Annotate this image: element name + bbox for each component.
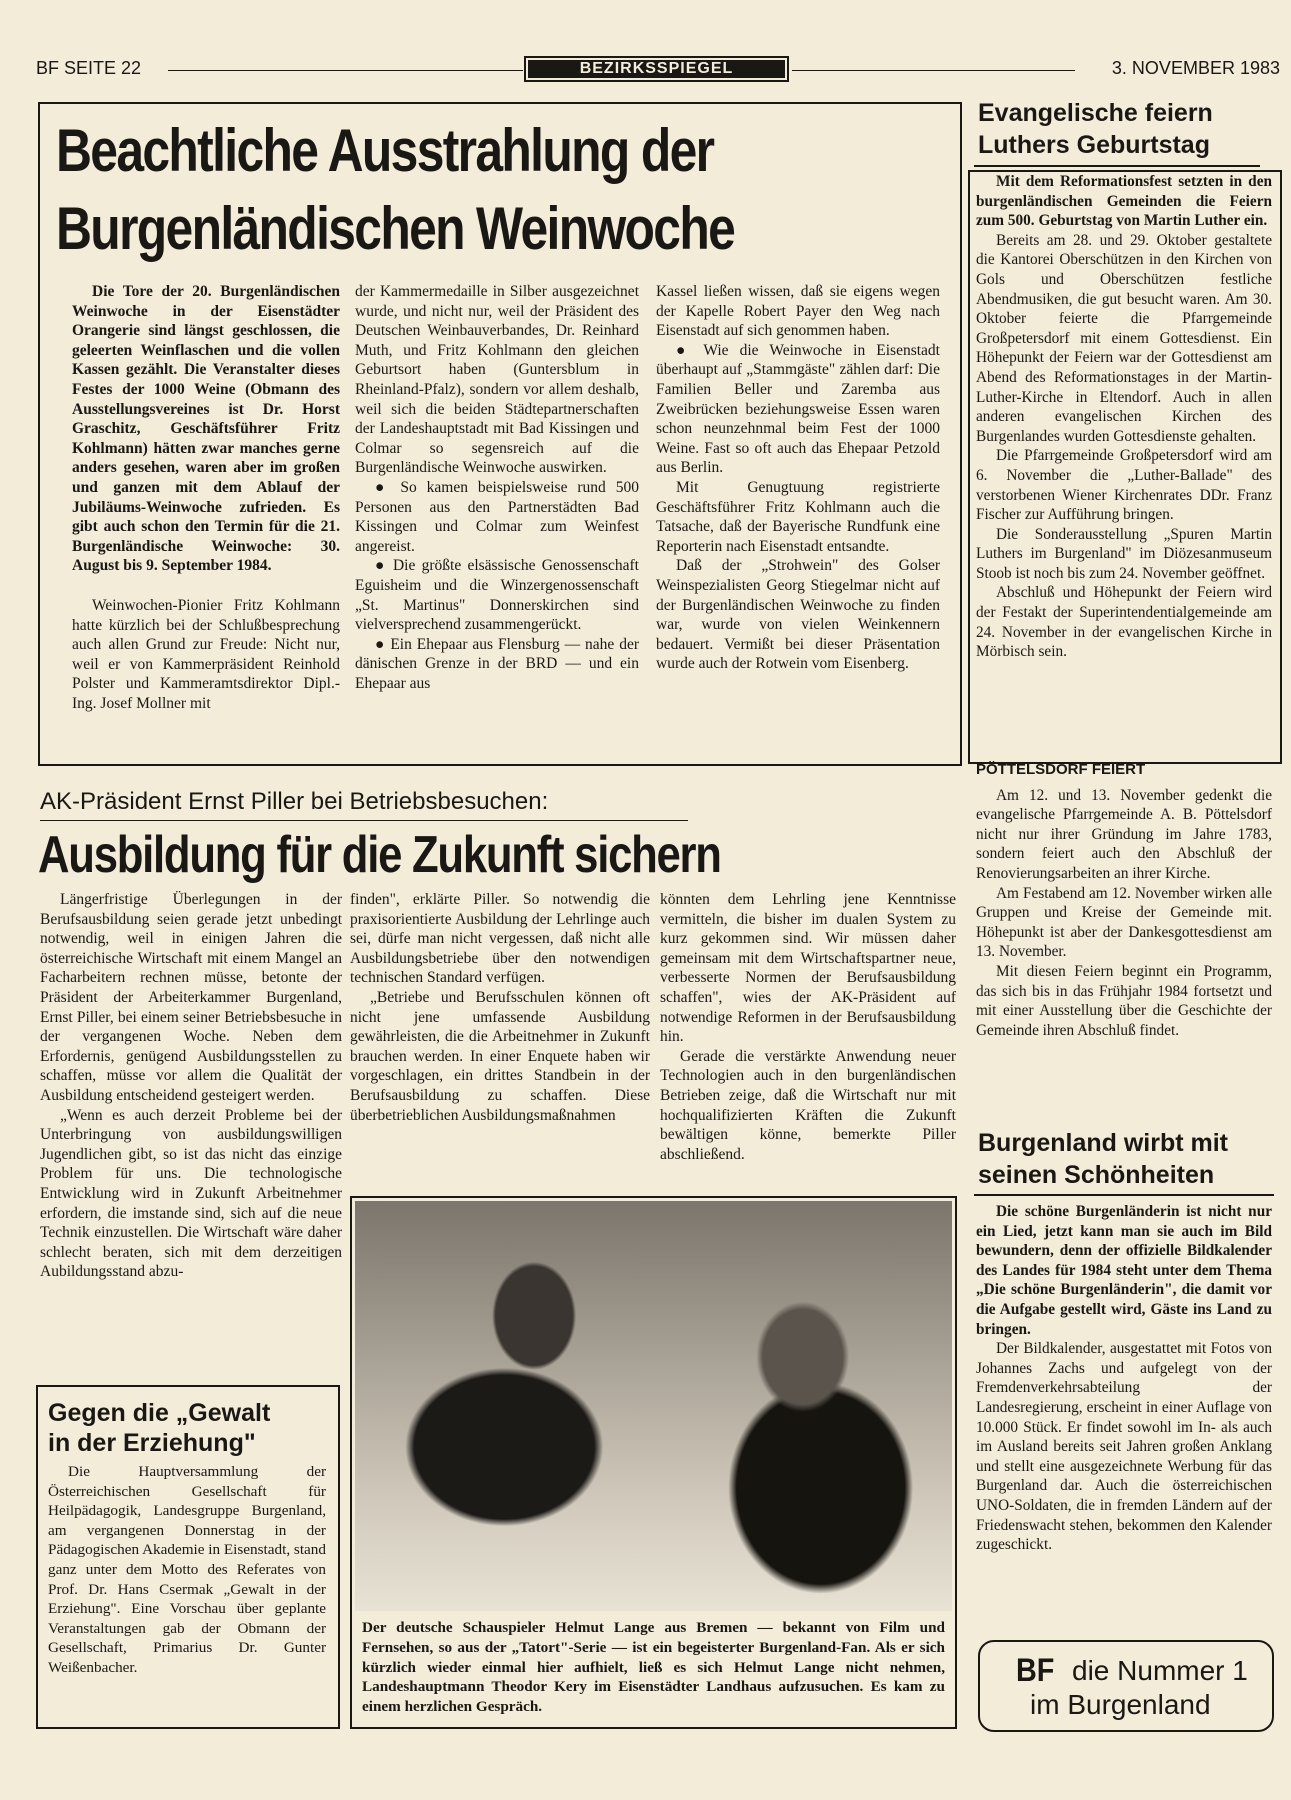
weinwoche-column-3: [656, 282, 940, 752]
poettelsdorf-paragraph: Am Festabend am 12. November wirken alle Gruppen und Kreise der Gemeinde mit. Höhepunkt ist aber der Dankesgottesdienst am 13. November.: [976, 884, 1272, 961]
photo-caption: Der deutsche Schauspieler Helmut Lange aus Bremen — bekannt von Film und Fernsehen, so aus der „Tatort"-Serie — ist ein begeisterter Burgenland-Fan. Als er sich kürzlich wieder einmal hier aufhielt, ließ es sich Helmut Lange nicht nehmen, Landeshauptmann Theodor Kery im Eisenstädter Landhaus aufzusuchen. Es kam zu einem herzlichen Gespräch.: [362, 1619, 945, 1716]
weinwoche-paragraph: ● Ein Ehepaar aus Flensburg — nahe der dänischen Grenze in der BRD — und ein Ehepaar aus: [355, 635, 639, 694]
section-title: [524, 56, 789, 82]
weinwoche-paragraph: Daß der „Strohwein" des Golser Weinspezialisten Georg Stiegelmar nicht auf der Burgenländischen Weinwoche zu finden war, wurde von vielen Weinkennern bedauert. Vermißt bei dieser Präsentation wurde auch der Rotwein vom Eisenberg.: [656, 557, 940, 673]
weinwoche-headline-2: Burgenländischen Weinwoche: [56, 195, 735, 262]
luther-lead: Mit dem Reformationsfest setzten in den burgenländischen Gemeinden die Feiern zum 500. Geburtstag von Martin Luther ein.: [976, 173, 1272, 230]
luther-headline-rule: [974, 165, 1260, 167]
weinwoche-paragraph: Kassel ließen wissen, daß sie eigens wegen der Kapelle Robert Payer den Weg nach Eisenstadt auf sich genommen haben.: [656, 283, 940, 340]
header-rule-right: [792, 70, 1075, 71]
ausbildung-paragraph: könnten dem Lehrling jene Kenntnisse vermitteln, die bisher im dualen System zu kurz gekommen sind. Wir müssen daher gemeinsam mit dem Wirtschaftspartner neue, verbesserte Normen der Berufsausbildung schaffen", wies der AK-Präsident auf notwendige Reformen in der Berufsausbildung hin.: [660, 891, 956, 1046]
weinwoche-headline-1: Beachtliche Ausstrahlung der: [56, 117, 714, 184]
werbung-lead: Die schöne Burgenländerin ist nicht nur ein Lied, jetzt kann man sie auch im Bild bewundern, denn der offizielle Bildkalender des Landes für 1984 steht unter dem Thema „Die schöne Burgenländerin", die damit vor die Aufgabe gestellt wird, Gäste ins Land zu bringen.: [976, 1203, 1272, 1338]
photo-frame: [350, 1196, 957, 1729]
werbung-paragraph: Der Bildkalender, ausgestattet mit Fotos von Johannes Zachs und aufgelegt von der Fremdenverkehrsabteilung der Landesregierung, erscheint in einer Auflage von 10.000 Stück. Er findet sowohl im In- als auch im Ausland bereits seit Jahren großen Anklang und stellt eine ausgezeichnete Werbung für das Burgenland dar. Auch die österreichischen UNO-Soldaten, die in fremden Ländern auf der Friedenswacht stehen, bekommen den Kalender zugeschickt.: [976, 1340, 1272, 1554]
werbung-headline-rule: [974, 1194, 1274, 1196]
luther-column: [976, 172, 1272, 754]
ausbildung-paragraph: Längerfristige Überlegungen in der Berufsausbildung seien gerade jetzt unbedingt notwendig, weil in einigen Jahren die österreichische Wirtschaft mit einem Mangel an Facharbeitern rechnen müsse, betonte der Präsident der Arbeiterkammer Burgenland, Ernst Piller, bei einem seiner Betriebsbesuche in der vergangenen Woche. Neben dem Erfordernis, genügend Ausbildungsstellen zu schaffen, müsse vor allem die Qualität der Ausbildung entscheidend gesteigert werden.: [40, 891, 342, 1104]
weinwoche-column-1: [72, 282, 340, 752]
luther-headline-2: Luthers Geburtstag: [978, 131, 1210, 159]
ausbildung-kicker-rule: [40, 820, 688, 821]
ausbildung-paragraph: finden", erklärte Piller. So notwendig die praxisorientierte Ausbildung der Lehrlinge auch sei, dürfe man nicht vergessen, daß nicht alle Ausbildungsbetriebe über den notwendigen technischen Standard verfügen.: [350, 891, 650, 987]
promo-logo: BF: [1016, 1652, 1055, 1688]
gewalt-paragraph: Die Hauptversammlung der Österreichischen Gesellschaft für Heilpädagogik, Landesgruppe Burgenland, am vergangenen Donnerstag in der Pädagogischen Akademie in Eisenstadt, stand ganz unter dem Motto des Referates von Prof. Dr. Hans Csermak „Gewalt in der Erziehung". Eine Vorschau über geplante Veranstaltungen gab der Obmann der Gesellschaft, Primarius Dr. Gunter Weißenbacher.: [48, 1463, 326, 1676]
weinwoche-paragraph: Weinwochen-Pionier Fritz Kohlmann hatte kürzlich bei der Schlußbesprechung auch allen Grund zur Freude: Nicht nur, weil er von Kammerpräsident Reinhold Polster und Kammeramtsdirektor Dipl.-Ing. Josef Mollner mit: [72, 596, 340, 712]
ausbildung-kicker: AK-Präsident Ernst Piller bei Betriebsbesuchen:: [40, 788, 549, 815]
ausbildung-headline: Ausbildung für die Zukunft sichern: [38, 826, 721, 884]
page-number: BF SEITE 22: [36, 58, 142, 78]
section-title-label: BEZIRKSSPIEGEL: [528, 60, 785, 78]
header-rule-left: [168, 70, 523, 71]
promo-line-1: die Nummer 1: [1072, 1655, 1248, 1686]
poettelsdorf-paragraph: Am 12. und 13. November gedenkt die evangelische Pfarrgemeinde A. B. Pöttelsdorf nicht nur ihrer Gründung im Jahre 1783, sondern feiert auch den Abschluß der Renovierungsarbeiten an ihrer Kirche.: [976, 786, 1272, 882]
luther-paragraph: Abschluß und Höhepunkt der Feiern wird der Festakt der Superintendentialgemeinde am 24. November in der evangelischen Kirche in Mörbisch sein.: [976, 584, 1272, 661]
werbung-column: [976, 1202, 1272, 1622]
weinwoche-paragraph: ● So kamen beispielsweise rund 500 Personen aus den Partnerstädten Bad Kissingen und Colmar zum Weinfest angereist.: [355, 478, 639, 556]
photo-image: [355, 1201, 952, 1611]
weinwoche-paragraph: ● Die größte elsässische Genossenschaft Eguisheim und die Winzergenossenschaft „St. Martinus" Donnerskirchen sind vielversprechend zusammengerückt.: [355, 556, 639, 634]
promo-box: [978, 1640, 1274, 1732]
weinwoche-paragraph: der Kammermedaille in Silber ausgezeichnet wurde, und nicht nur, weil der Präsident des Deutschen Weinbauverbandes, Dr. Reinhard Muth, und Fritz Kohlmann den gleichen Geburtsort haben (Guntersblum in Rheinland-Pfalz), sondern vor allem deshalb, weil sich die beiden Städtepartnerschaften der Landeshauptstadt mit Bad Kissingen und Colmar so segensreich auf die Burgenländische Weinwoche auswirken.: [355, 283, 639, 477]
weinwoche-paragraph: ● Wie die Weinwoche in Eisenstadt überhaupt auf „Stammgäste" zählen darf: Die Familien Beller und Zaremba aus Zweibrücken beziehungsweise Essen waren schon neunzehnmal beim Fest der 1000 Weine. Fast so oft auch das Ehepaar Petzold aus Berlin.: [656, 341, 940, 478]
poettelsdorf-column: [976, 760, 1272, 1110]
ausbildung-paragraph: „Wenn es auch derzeit Probleme bei der Unterbringung von ausbildungswilligen Jugendlichen gibt, so ist das nicht das einzige Problem für uns. Die technologische Entwicklung wird in Zukunft Arbeitnehmer erfordern, die imstande sind, sich auf die neue Technik einzustellen. Die Wirtschaft wäre daher schlecht beraten, sich mit dem derzeitigen Aubildungsstand abzu-: [40, 1106, 342, 1281]
weinwoche-column-2: [355, 282, 639, 752]
luther-headline-1: Evangelische feiern: [978, 99, 1213, 127]
gewalt-headline-1: Gegen die „Gewalt: [48, 1399, 271, 1427]
luther-paragraph: Bereits am 28. und 29. Oktober gestaltete die Kantorei Oberschützen in den Kirchen von Gols und Oberschützen festliche Abendmusiken, die gut besucht waren. Am 30. Oktober feierte die Pfarrgemeinde Großpetersdorf mit einem Gottesdienst. Ein Höhepunkt der Feiern war der Gottesdienst am Abend des Reformationstages in der Martin-Luther-Kirche in Eltendorf. Auch in allen anderen evangelischen Kirchen des Burgenlandes wurden Gottesdienste gehalten.: [976, 231, 1272, 445]
issue-date: 3. NOVEMBER 1983: [1111, 58, 1280, 78]
ausbildung-column-1: [40, 890, 342, 1370]
ausbildung-column-3: [660, 890, 956, 1180]
poettelsdorf-heading: PÖTTELSDORF FEIERT: [976, 761, 1146, 778]
ausbildung-paragraph: Gerade die verstärkte Anwendung neuer Technologien auch in den burgenländischen Betrieben zeige, daß die Wirtschaft nur mit hochqualifizierten Kräften die Zukunft bewältigen könne, bemerkte Piller abschließend.: [660, 1047, 956, 1163]
werbung-headline-1: Burgenland wirbt mit: [978, 1129, 1228, 1157]
gewalt-headline-2: in der Erziehung": [48, 1429, 256, 1457]
weinwoche-paragraph: Mit Genugtuung registrierte Geschäftsführer Fritz Kohlmann auch die Tatsache, daß der Bayerische Rundfunk eine Reporterin nach Eisenstadt entsandte.: [656, 478, 940, 555]
ausbildung-paragraph: „Betriebe und Berufsschulen können oft nicht jene umfassende Ausbildung gewährleisten, die die Arbeitnehmer in Zukunft brauchen werden. In einer Enquete haben wir vorgeschlagen, ein drittes Standbein in der Berufsausbildung zu schaffen. Diese überbetrieblichen Ausbildungsmaßnahmen: [350, 988, 650, 1124]
luther-paragraph: Die Sonderausstellung „Spuren Martin Luthers im Burgenland" im Diözesanmuseum Stoob ist noch bis zum 24. November geöffnet.: [976, 525, 1272, 582]
weinwoche-lead: Die Tore der 20. Burgenländischen Weinwoche in der Eisenstädter Orangerie sind längst geschlossen, die geleerten Weinflaschen und die vollen Kassen gezählt. Die Veranstalter dieses Festes der 1000 Weine (Obmann des Ausstellungsvereines ist Dr. Horst Graschitz, Geschäftsführer Fritz Kohlmann) hätten zwar manches gerne anders gesehen, waren aber im großen und ganzen mit dem Ablauf der Jubiläums-Weinwoche zufrieden. Es gibt auch schon den Termin für die 21. Burgenländische Weinwoche: 30. August bis 9. September 1984.: [72, 283, 340, 575]
luther-paragraph: Die Pfarrgemeinde Großpetersdorf wird am 6. November die „Luther-Ballade" des verstorbenen Wiener Kirchenrates DDr. Franz Fischer zur Aufführung bringen.: [976, 447, 1272, 524]
ausbildung-column-2: [350, 890, 650, 1180]
werbung-headline-2: seinen Schönheiten: [978, 1161, 1215, 1189]
promo-line-2: im Burgenland: [1030, 1689, 1211, 1720]
gewalt-column: [48, 1462, 326, 1720]
poettelsdorf-paragraph: Mit diesen Feiern beginnt ein Programm, das sich bis in das Frühjahr 1984 fortsetzt und mit einer Ausstellung über die Geschichte der Gemeinde ihren Abschluß findet.: [976, 962, 1272, 1039]
